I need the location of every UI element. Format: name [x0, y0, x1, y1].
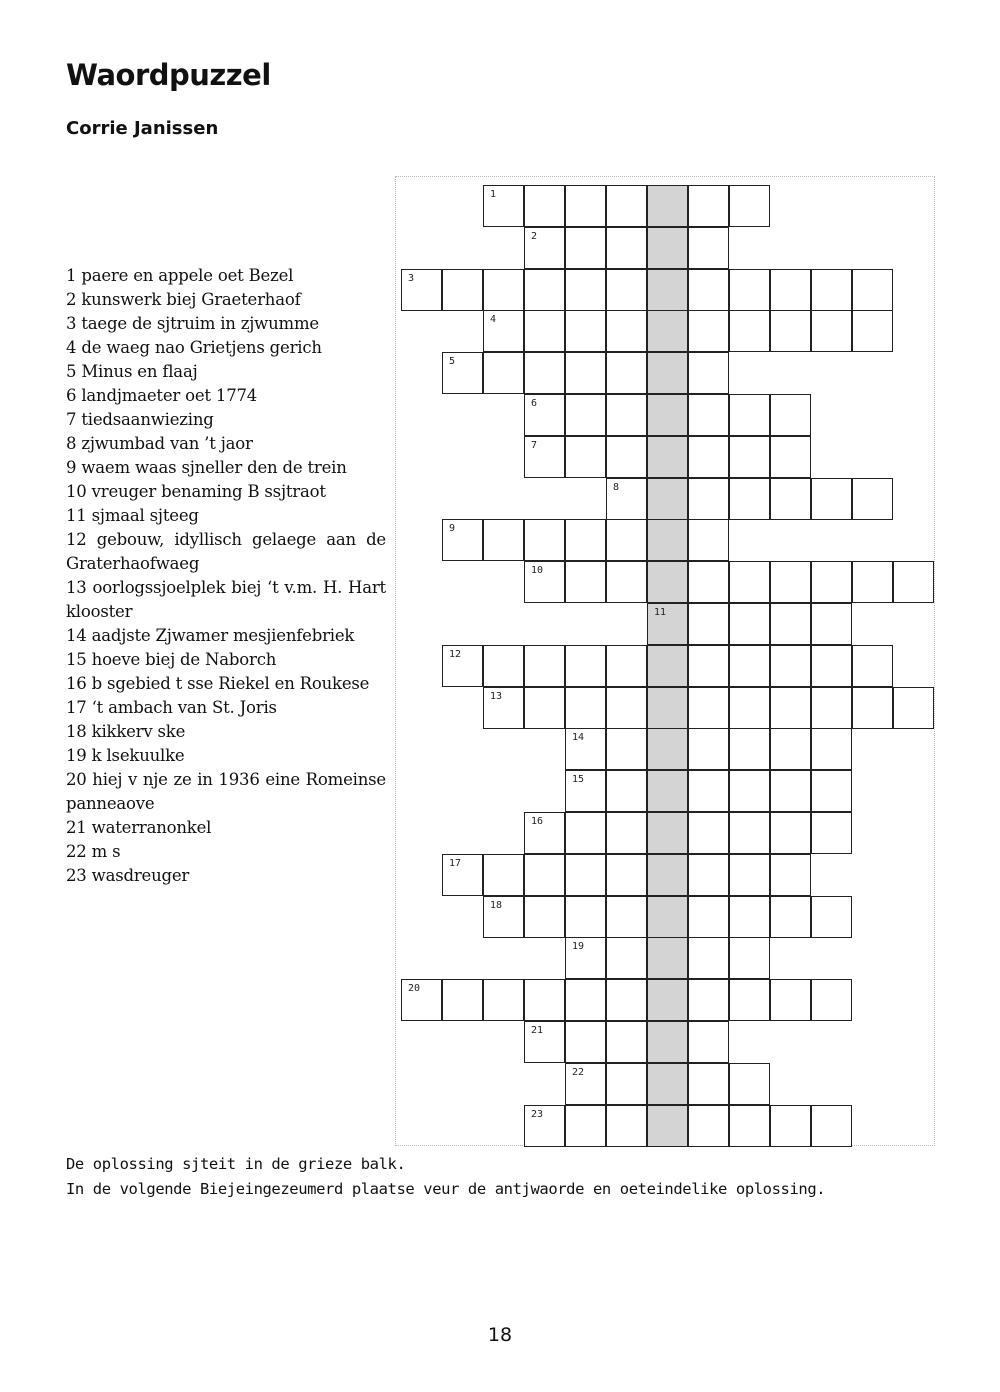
- clue-16: 16 b sgebied t sse Riekel en Roukese: [66, 674, 370, 693]
- clue-number: 22: [572, 1066, 585, 1078]
- grid-cell[interactable]: [606, 687, 647, 729]
- clue-number: 9: [449, 523, 456, 535]
- author-name: Corrie Janissen: [66, 118, 219, 139]
- grid-cell[interactable]: [565, 728, 606, 770]
- grid-cell[interactable]: [606, 645, 647, 687]
- grid-cell[interactable]: [729, 770, 770, 812]
- grid-cell[interactable]: [729, 436, 770, 478]
- grid-cell[interactable]: [729, 561, 770, 603]
- solution-cell[interactable]: [647, 1105, 688, 1147]
- grid-cell[interactable]: [524, 896, 565, 938]
- grid-cell[interactable]: [606, 896, 647, 938]
- grid-cell[interactable]: [729, 979, 770, 1021]
- grid-cell[interactable]: [565, 937, 606, 979]
- grid-cell[interactable]: [688, 687, 729, 729]
- grid-cell[interactable]: [606, 352, 647, 394]
- grid-cell[interactable]: [893, 687, 934, 729]
- grid-cell[interactable]: [565, 645, 606, 687]
- grid-cell[interactable]: [729, 937, 770, 979]
- grid-cell[interactable]: [483, 687, 524, 729]
- grid-cell[interactable]: [524, 227, 565, 269]
- grid-cell[interactable]: [729, 645, 770, 687]
- solution-cell[interactable]: [647, 645, 688, 687]
- clue-number: 7: [531, 439, 538, 451]
- grid-cell[interactable]: [565, 269, 606, 311]
- grid-cell[interactable]: [811, 770, 852, 812]
- solution-cell[interactable]: [647, 812, 688, 854]
- grid-cell[interactable]: [688, 728, 729, 770]
- grid-cell[interactable]: [524, 352, 565, 394]
- grid-cell[interactable]: [606, 310, 647, 352]
- grid-cell[interactable]: [524, 561, 565, 603]
- clue-9: 9 waem waas sjneller den de trein: [66, 458, 347, 477]
- page-number: 18: [487, 1324, 513, 1346]
- grid-cell[interactable]: [524, 979, 565, 1021]
- clue-2: 2 kunswerk biej Graeterhaof: [66, 290, 301, 309]
- grid-cell[interactable]: [729, 728, 770, 770]
- grid-cell[interactable]: [729, 310, 770, 352]
- clue-number: 8: [613, 481, 620, 493]
- solution-cell[interactable]: [647, 561, 688, 603]
- grid-cell[interactable]: [565, 352, 606, 394]
- grid-cell[interactable]: [688, 561, 729, 603]
- grid-cell[interactable]: [442, 519, 483, 561]
- grid-cell[interactable]: [565, 1021, 606, 1063]
- grid-cell[interactable]: [606, 561, 647, 603]
- grid-cell[interactable]: [688, 603, 729, 645]
- grid-cell[interactable]: [483, 645, 524, 687]
- grid-cell[interactable]: [524, 436, 565, 478]
- solution-cell[interactable]: [647, 896, 688, 938]
- grid-cell[interactable]: [524, 269, 565, 311]
- grid-cell[interactable]: [729, 269, 770, 311]
- grid-cell[interactable]: [770, 394, 811, 436]
- clue-number: 6: [531, 398, 538, 409]
- grid-cell[interactable]: [729, 478, 770, 520]
- grid-cell[interactable]: [606, 519, 647, 561]
- grid-cell[interactable]: [770, 269, 811, 311]
- clue-number: 20: [408, 983, 421, 995]
- grid-cell[interactable]: [565, 770, 606, 812]
- grid-cell[interactable]: [606, 1105, 647, 1147]
- grid-cell[interactable]: [606, 812, 647, 854]
- grid-cell[interactable]: [565, 1063, 606, 1105]
- grid-cell[interactable]: [688, 1021, 729, 1063]
- clue-7: 7 tiedsaanwiezing: [66, 410, 214, 429]
- solution-cell[interactable]: [647, 269, 688, 311]
- grid-cell[interactable]: [606, 478, 647, 520]
- grid-cell[interactable]: [483, 519, 524, 561]
- grid-cell[interactable]: [442, 352, 483, 394]
- grid-cell[interactable]: [524, 394, 565, 436]
- grid-cell[interactable]: [606, 728, 647, 770]
- clue-17: 17 ‘t ambach van St. Joris: [66, 698, 277, 717]
- grid-cell[interactable]: [770, 436, 811, 478]
- grid-cell[interactable]: [524, 1021, 565, 1063]
- grid-cell[interactable]: [483, 979, 524, 1021]
- grid-cell[interactable]: [729, 603, 770, 645]
- clue-22: 22 m s: [66, 842, 121, 861]
- clue-19: 19 k lsekuulke: [66, 746, 185, 765]
- grid-cell[interactable]: [688, 436, 729, 478]
- clue-10: 10 vreuger benaming B ssjtraot: [66, 482, 326, 501]
- solution-cell[interactable]: [647, 352, 688, 394]
- grid-cell[interactable]: [811, 478, 852, 520]
- grid-cell[interactable]: [811, 979, 852, 1021]
- grid-cell[interactable]: [565, 1105, 606, 1147]
- grid-cell[interactable]: [524, 185, 565, 227]
- grid-cell[interactable]: [565, 812, 606, 854]
- clue-number: 21: [531, 1025, 544, 1036]
- grid-cell[interactable]: [565, 185, 606, 227]
- grid-cell[interactable]: [729, 896, 770, 938]
- grid-cell[interactable]: [811, 687, 852, 729]
- solution-cell[interactable]: [647, 478, 688, 520]
- grid-cell[interactable]: [483, 185, 524, 227]
- grid-cell[interactable]: [442, 269, 483, 311]
- clue-13: 13 oorlogssjoelplek biej ‘t v.m. H. Hart klooster: [66, 578, 386, 621]
- grid-cell[interactable]: [811, 645, 852, 687]
- grid-cell[interactable]: [606, 979, 647, 1021]
- grid-cell[interactable]: [770, 770, 811, 812]
- grid-cell[interactable]: [565, 394, 606, 436]
- grid-cell[interactable]: [729, 1063, 770, 1105]
- clue-number: 2: [531, 230, 538, 242]
- solution-cell[interactable]: [647, 436, 688, 478]
- grid-cell[interactable]: [606, 227, 647, 269]
- grid-cell[interactable]: [565, 896, 606, 938]
- grid-cell[interactable]: [483, 896, 524, 938]
- grid-cell[interactable]: [811, 896, 852, 938]
- grid-cell[interactable]: [565, 561, 606, 603]
- grid-cell[interactable]: [524, 854, 565, 896]
- grid-cell[interactable]: [524, 812, 565, 854]
- grid-cell[interactable]: [729, 812, 770, 854]
- grid-cell[interactable]: [442, 645, 483, 687]
- grid-cell[interactable]: [852, 269, 893, 311]
- grid-cell[interactable]: [688, 1063, 729, 1105]
- solution-cell[interactable]: [647, 854, 688, 896]
- solution-cell[interactable]: [647, 603, 688, 645]
- grid-cell[interactable]: [565, 227, 606, 269]
- grid-cell[interactable]: [770, 645, 811, 687]
- grid-cell[interactable]: [811, 561, 852, 603]
- grid-cell[interactable]: [688, 478, 729, 520]
- grid-cell[interactable]: [401, 269, 442, 311]
- grid-cell[interactable]: [852, 645, 893, 687]
- grid-cell[interactable]: [811, 603, 852, 645]
- clue-12: 12 gebouw, idyllisch gelaege aan de Graterhaofwaeg: [66, 530, 386, 573]
- clue-3: 3 taege de sjtruim in zjwumme: [66, 314, 319, 333]
- solution-cell[interactable]: [647, 310, 688, 352]
- solution-cell[interactable]: [647, 687, 688, 729]
- grid-cell[interactable]: [770, 812, 811, 854]
- grid-cell[interactable]: [811, 269, 852, 311]
- grid-cell[interactable]: [688, 519, 729, 561]
- grid-cell[interactable]: [770, 979, 811, 1021]
- solution-cell[interactable]: [647, 728, 688, 770]
- solution-cell[interactable]: [647, 519, 688, 561]
- grid-cell[interactable]: [606, 1021, 647, 1063]
- grid-cell[interactable]: [770, 603, 811, 645]
- grid-cell[interactable]: [770, 478, 811, 520]
- clue-11: 11 sjmaal sjteeg: [66, 506, 199, 525]
- grid-cell[interactable]: [729, 1105, 770, 1147]
- grid-cell[interactable]: [565, 436, 606, 478]
- clue-14: 14 aadjste Zjwamer mesjienfebriek: [66, 626, 355, 645]
- grid-cell[interactable]: [770, 687, 811, 729]
- grid-cell[interactable]: [565, 854, 606, 896]
- clue-8: 8 zjwumbad van ’t jaor: [66, 434, 253, 453]
- grid-cell[interactable]: [688, 979, 729, 1021]
- clue-number: 14: [572, 732, 585, 744]
- grid-cell[interactable]: [606, 185, 647, 227]
- grid-cell[interactable]: [483, 854, 524, 896]
- solution-cell[interactable]: [647, 1021, 688, 1063]
- instruction-line-2: In de volgende Biejeingezeumerd plaatse veur de antjwaorde en oeteindelike oplossing.: [66, 1180, 826, 1198]
- grid-cell[interactable]: [606, 269, 647, 311]
- grid-cell[interactable]: [688, 645, 729, 687]
- clue-number: 16: [531, 816, 544, 827]
- grid-cell[interactable]: [688, 854, 729, 896]
- clue-number: 12: [449, 648, 462, 660]
- grid-cell[interactable]: [565, 310, 606, 352]
- grid-cell[interactable]: [811, 728, 852, 770]
- clue-18: 18 kikkerv ske: [66, 722, 186, 741]
- grid-cell[interactable]: [483, 310, 524, 352]
- grid-cell[interactable]: [688, 227, 729, 269]
- clue-number: 23: [531, 1108, 544, 1120]
- grid-cell[interactable]: [606, 854, 647, 896]
- grid-cell[interactable]: [688, 185, 729, 227]
- solution-cell[interactable]: [647, 937, 688, 979]
- grid-cell[interactable]: [770, 896, 811, 938]
- grid-cell[interactable]: [483, 352, 524, 394]
- grid-cell[interactable]: [770, 561, 811, 603]
- solution-cell[interactable]: [647, 185, 688, 227]
- grid-cell[interactable]: [524, 645, 565, 687]
- grid-cell[interactable]: [688, 937, 729, 979]
- grid-cell[interactable]: [770, 854, 811, 896]
- clue-23: 23 wasdreuger: [66, 866, 190, 885]
- clue-20: 20 hiej v nje ze in 1936 eine Romeinse panneaove: [66, 770, 386, 813]
- solution-cell[interactable]: [647, 979, 688, 1021]
- clue-5: 5 Minus en flaaj: [66, 362, 198, 381]
- grid-cell[interactable]: [852, 687, 893, 729]
- instructions: [66, 1152, 825, 1202]
- grid-cell[interactable]: [688, 1105, 729, 1147]
- grid-cell[interactable]: [565, 687, 606, 729]
- grid-cell[interactable]: [442, 979, 483, 1021]
- grid-cell[interactable]: [852, 561, 893, 603]
- grid-cell[interactable]: [852, 478, 893, 520]
- clue-number: 11: [654, 607, 667, 618]
- grid-cell[interactable]: [770, 728, 811, 770]
- grid-cell[interactable]: [811, 812, 852, 854]
- clue-4: 4 de waeg nao Grietjens gerich: [66, 338, 322, 357]
- grid-cell[interactable]: [688, 352, 729, 394]
- grid-cell[interactable]: [524, 519, 565, 561]
- grid-cell[interactable]: [688, 269, 729, 311]
- grid-cell[interactable]: [524, 1105, 565, 1147]
- grid-cell[interactable]: [688, 394, 729, 436]
- clue-number: 10: [531, 565, 544, 577]
- solution-cell[interactable]: [647, 394, 688, 436]
- grid-cell[interactable]: [401, 979, 442, 1021]
- grid-cell[interactable]: [606, 770, 647, 812]
- clue-number: 19: [572, 941, 585, 953]
- instruction-line-1: De oplossing sjteit in de grieze balk.: [66, 1155, 406, 1173]
- solution-cell[interactable]: [647, 227, 688, 269]
- clue-6: 6 landjmaeter oet 1774: [66, 386, 258, 405]
- grid-cell[interactable]: [688, 310, 729, 352]
- page-title: Waordpuzzel: [66, 58, 271, 92]
- clue-21: 21 waterranonkel: [66, 818, 212, 837]
- grid-cell[interactable]: [729, 854, 770, 896]
- clue-15: 15 hoeve biej de Naborch: [66, 650, 277, 669]
- clue-number: 3: [408, 272, 415, 284]
- grid-cell[interactable]: [688, 770, 729, 812]
- grid-cell[interactable]: [524, 687, 565, 729]
- grid-cell[interactable]: [852, 310, 893, 352]
- clue-1: 1 paere en appele oet Bezel: [66, 266, 294, 285]
- clue-number: 17: [449, 857, 462, 869]
- grid-cell[interactable]: [483, 269, 524, 311]
- grid-cell[interactable]: [688, 896, 729, 938]
- grid-cell[interactable]: [811, 310, 852, 352]
- grid-cell[interactable]: [729, 185, 770, 227]
- grid-cell[interactable]: [688, 812, 729, 854]
- grid-cell[interactable]: [770, 1105, 811, 1147]
- clue-number: 5: [449, 356, 456, 368]
- grid-cell[interactable]: [606, 1063, 647, 1105]
- grid-cell[interactable]: [442, 854, 483, 896]
- solution-cell[interactable]: [647, 1063, 688, 1105]
- grid-cell[interactable]: [565, 979, 606, 1021]
- clue-number: 13: [490, 690, 503, 702]
- grid-cell[interactable]: [893, 561, 934, 603]
- grid-cell[interactable]: [729, 394, 770, 436]
- grid-cell[interactable]: [770, 310, 811, 352]
- grid-cell[interactable]: [811, 1105, 852, 1147]
- clue-number: 18: [490, 899, 503, 911]
- grid-cell[interactable]: [606, 436, 647, 478]
- grid-cell[interactable]: [565, 519, 606, 561]
- grid-cell[interactable]: [729, 687, 770, 729]
- clue-number: 15: [572, 774, 585, 786]
- solution-cell[interactable]: [647, 770, 688, 812]
- clue-number: 1: [490, 189, 497, 200]
- clue-number: 4: [490, 314, 497, 326]
- grid-cell[interactable]: [606, 937, 647, 979]
- grid-cell[interactable]: [524, 310, 565, 352]
- grid-cell[interactable]: [606, 394, 647, 436]
